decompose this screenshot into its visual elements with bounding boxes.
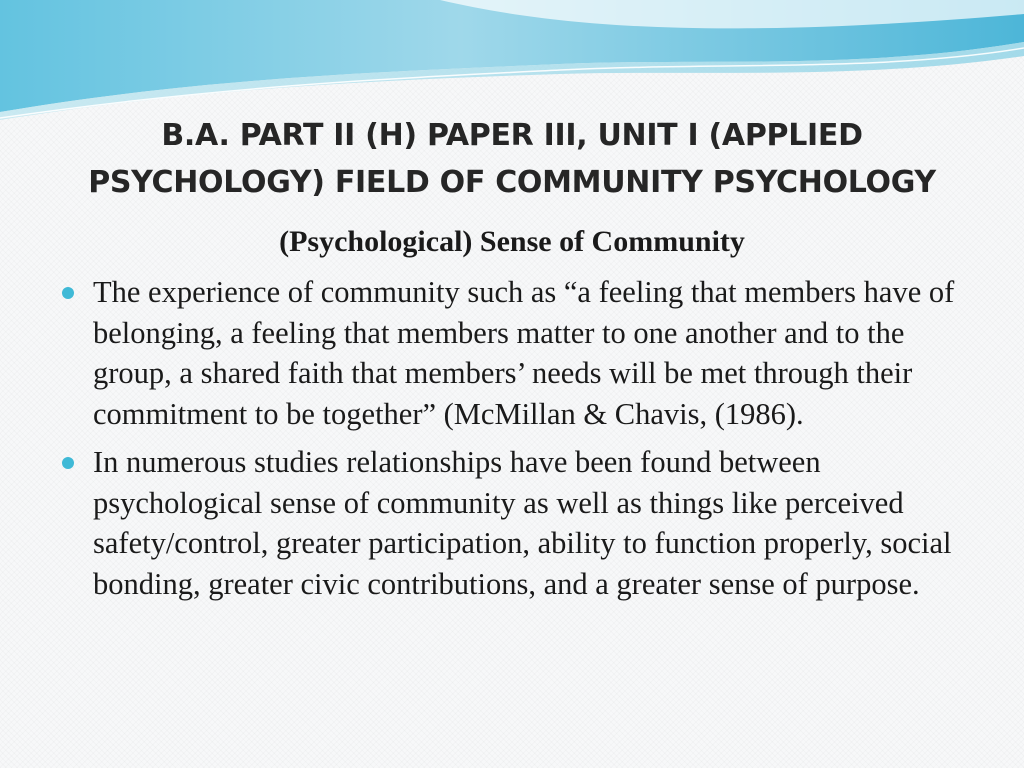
bullet-item bbox=[62, 272, 982, 434]
bullet-list bbox=[62, 272, 982, 612]
bullet-text: The experience of community such as “a feeling that members have of belonging, a feeling that members matter to one another and to the group, a shared faith that members’ needs will be met through their commitment to be together” (McMillan & Chavis, (1986). bbox=[93, 275, 955, 431]
bullet-dot-icon bbox=[62, 287, 74, 299]
bullet-item bbox=[62, 442, 982, 604]
slide-subtitle: (Psychological) Sense of Community bbox=[279, 225, 745, 258]
header-wave-decoration bbox=[0, 0, 1024, 130]
bullet-dot-icon bbox=[62, 457, 74, 469]
bullet-text: In numerous studies relationships have been found between psychological sense of community as well as things like perceived safety/control, greater participation, ability to function properly, social bonding, greater civic contributions, and a greater sense of purpose. bbox=[93, 445, 952, 601]
slide-title: B.A. PART II (H) PAPER III, UNIT I (APPLIED PSYCHOLOGY) FIELD OF COMMUNITY PSYCHOLOGY bbox=[88, 118, 936, 200]
